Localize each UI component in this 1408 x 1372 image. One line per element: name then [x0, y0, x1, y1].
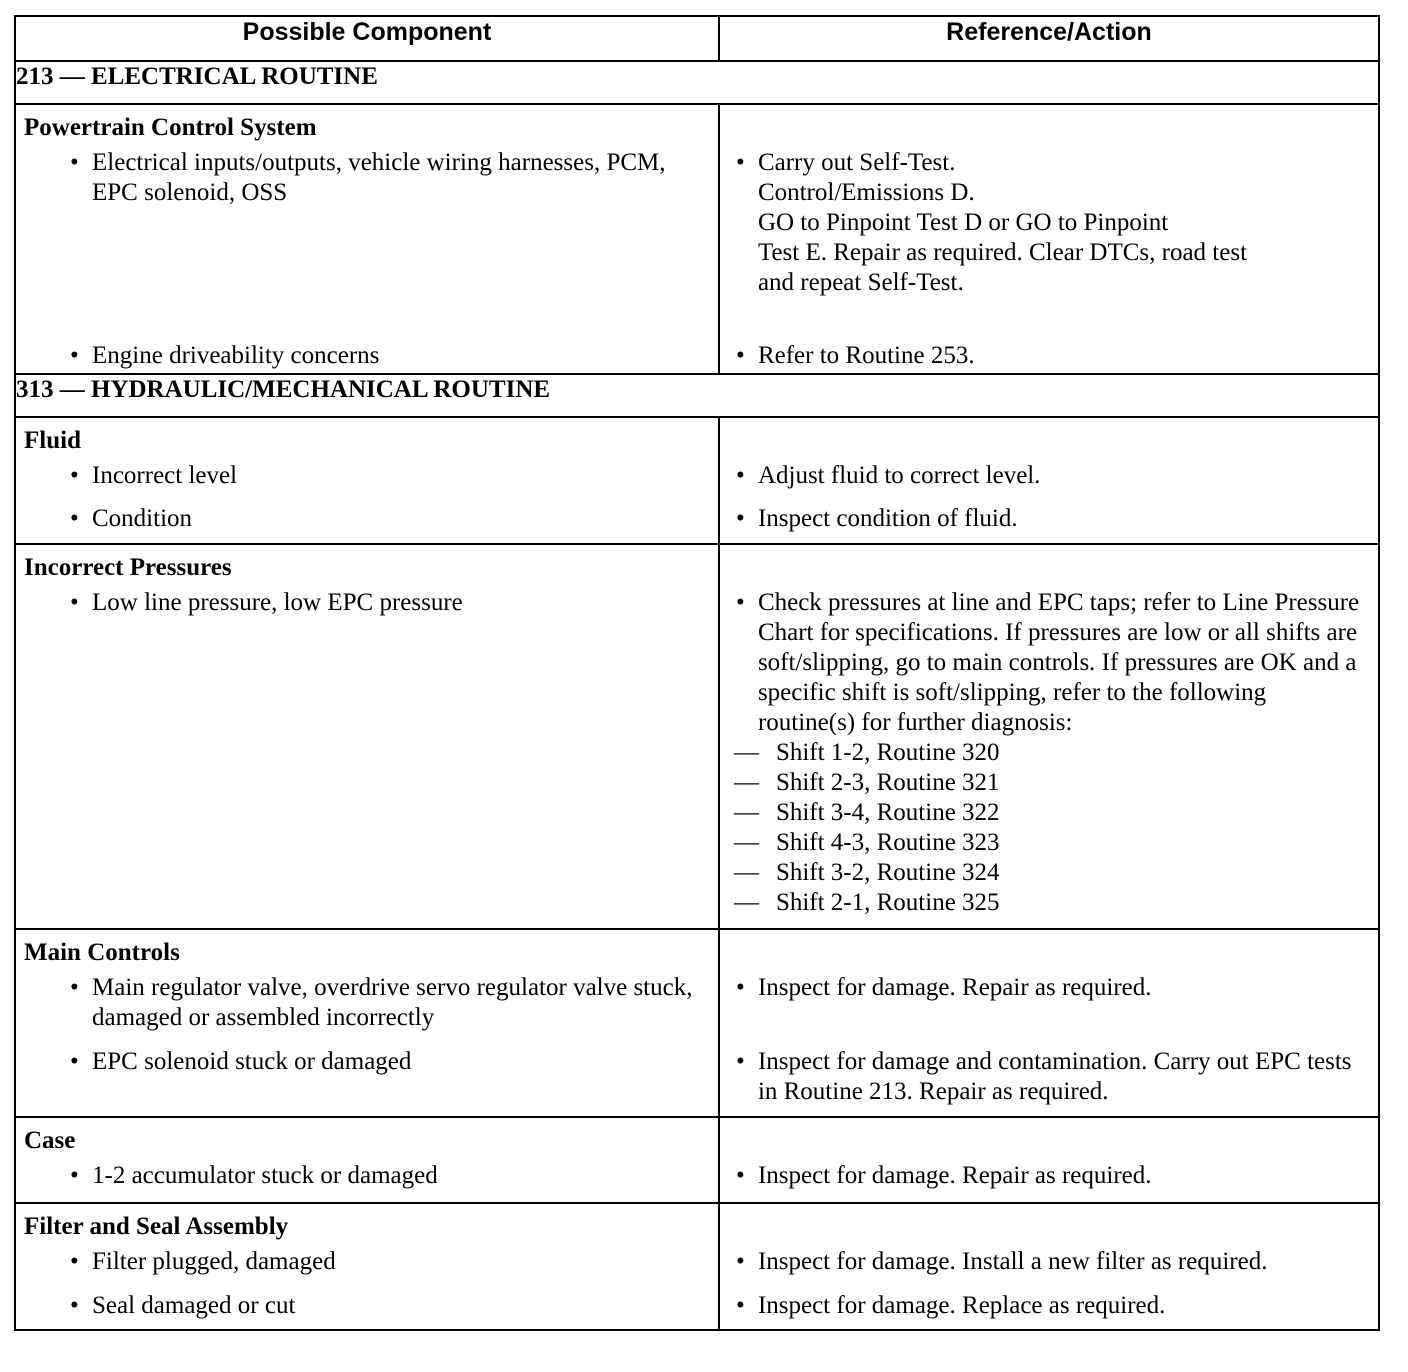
component-item: [16, 148, 718, 341]
action-cell: [719, 929, 1379, 1117]
action-text: Inspect for damage. Install a new filter as required.: [757, 1248, 1268, 1275]
section-title: Main Controls: [24, 939, 180, 966]
section-row-case: [15, 1117, 1379, 1203]
action-line: GO to Pinpoint Test D or GO to Pinpoint: [757, 209, 1169, 236]
section-title: Case: [24, 1127, 76, 1154]
routine-row-213: [15, 61, 1379, 104]
component-cell: [15, 544, 719, 929]
diagnosis-table: [14, 15, 1380, 1331]
action-cell: [719, 1117, 1379, 1203]
action-text: Adjust fluid to correct level.: [757, 462, 1041, 489]
action-item: [720, 1047, 1378, 1116]
action-item: [720, 1161, 1378, 1202]
action-text: Inspect condition of fluid.: [757, 505, 1018, 532]
component-item: [16, 973, 718, 1047]
component-cell: [15, 417, 719, 544]
action-item: [720, 504, 1378, 543]
dash-icon: —: [733, 859, 759, 886]
component-item: [16, 1247, 718, 1291]
bullet-icon: •: [735, 149, 745, 176]
component-text: Electrical inputs/outputs, vehicle wiring harnesses, PCM, EPC solenoid, OSS: [92, 149, 666, 206]
action-cell: [719, 544, 1379, 929]
bullet-icon: •: [735, 462, 745, 489]
action-text: Inspect for damage. Repair as required.: [757, 1162, 1152, 1189]
component-item: [16, 461, 718, 504]
section-title: Fluid: [24, 427, 81, 454]
component-cell: [15, 104, 719, 374]
action-line: Control/Emissions D.: [757, 179, 975, 206]
action-item: [720, 1247, 1378, 1291]
sub-item: — Shift 3-4, Routine 322: [733, 799, 1000, 826]
action-cell: [719, 1203, 1379, 1330]
header-possible-component: Possible Component: [15, 16, 719, 61]
section-row-powertrain: [15, 104, 1379, 374]
routine-title: 313 — HYDRAULIC/MECHANICAL ROUTINE: [15, 374, 1379, 417]
section-title: Powertrain Control System: [24, 114, 317, 141]
bullet-icon: •: [70, 974, 79, 1001]
section-row-fluid: [15, 417, 1379, 544]
action-item: [720, 973, 1378, 1047]
action-item: [720, 1291, 1378, 1329]
bullet-icon: •: [70, 1248, 79, 1275]
bullet-icon: •: [70, 589, 79, 616]
bullet-icon: •: [70, 149, 79, 176]
action-text: Inspect for damage. Repair as required.: [757, 974, 1152, 1001]
action-item: [720, 588, 1378, 738]
action-text: Carry out Self-Test.: [757, 149, 956, 176]
sub-item: — Shift 3-2, Routine 324: [733, 859, 1000, 886]
bullet-icon: •: [70, 1048, 79, 1075]
bullet-icon: •: [735, 1162, 745, 1189]
component-text: Condition: [92, 505, 193, 532]
action-item: [720, 461, 1378, 504]
component-cell: [15, 1203, 719, 1330]
component-text: Filter plugged, damaged: [92, 1248, 336, 1275]
bullet-icon: •: [735, 1248, 745, 1275]
component-text: Seal damaged or cut: [92, 1292, 296, 1319]
action-line: Test E. Repair as required. Clear DTCs, road test: [757, 239, 1248, 266]
bullet-icon: •: [70, 505, 79, 532]
bullet-icon: •: [735, 1048, 745, 1075]
header-row: [15, 16, 1379, 61]
header-reference-action: Reference/Action: [719, 16, 1379, 61]
section-row-main-controls: [15, 929, 1379, 1117]
routine-row-313: [15, 374, 1379, 417]
component-text: 1-2 accumulator stuck or damaged: [92, 1162, 438, 1189]
section-row-incorrect-pressures: [15, 544, 1379, 929]
component-text: EPC solenoid stuck or damaged: [92, 1048, 412, 1075]
action-text: Check pressures at line and EPC taps; refer to Line Pressure Chart for specifications. If pressures are low or all shifts are soft/slipping, go to main controls. If pressures are OK and a specific shift is soft/slipping, refer to the following routine(s) for further diagnosis:: [757, 589, 1360, 736]
action-item: [720, 341, 1378, 373]
bullet-icon: •: [735, 505, 745, 532]
section-row-filter-seal: [15, 1203, 1379, 1330]
dash-icon: —: [733, 769, 759, 796]
component-text: Low line pressure, low EPC pressure: [92, 589, 463, 616]
section-title: Incorrect Pressures: [24, 554, 232, 581]
routine-title: 213 — ELECTRICAL ROUTINE: [15, 61, 1379, 104]
component-text: Main regulator valve, overdrive servo regulator valve stuck, damaged or assembled incorrectly: [92, 974, 693, 1031]
action-cell: [719, 104, 1379, 374]
action-text: Inspect for damage. Replace as required.: [757, 1292, 1166, 1319]
sub-item: — Shift 4-3, Routine 323: [733, 829, 1000, 856]
dash-icon: —: [733, 799, 759, 826]
bullet-icon: •: [735, 342, 745, 369]
component-item: [16, 1161, 718, 1202]
bullet-icon: •: [70, 462, 79, 489]
action-line: and repeat Self-Test.: [757, 269, 964, 296]
component-item: [16, 341, 718, 373]
sub-item: — Shift 2-1, Routine 325: [733, 889, 1000, 916]
bullet-icon: •: [735, 1292, 745, 1319]
component-text: Engine driveability concerns: [92, 342, 380, 369]
action-cell: [719, 417, 1379, 544]
bullet-icon: •: [735, 589, 745, 616]
component-cell: [15, 1117, 719, 1203]
bullet-icon: •: [70, 342, 79, 369]
action-text: Refer to Routine 253.: [757, 342, 975, 369]
bullet-icon: •: [70, 1162, 79, 1189]
dash-icon: —: [733, 829, 759, 856]
sub-item: — Shift 1-2, Routine 320: [733, 739, 1000, 766]
component-item: [16, 1291, 718, 1329]
action-text: Inspect for damage and contamination. Carry out EPC tests in Routine 213. Repair as required.: [757, 1048, 1352, 1105]
dash-icon: —: [733, 889, 759, 916]
component-text: Incorrect level: [92, 462, 238, 489]
section-title: Filter and Seal Assembly: [24, 1213, 289, 1240]
component-item: [16, 504, 718, 543]
sub-item: — Shift 2-3, Routine 321: [733, 769, 1000, 796]
component-item: [16, 1047, 718, 1116]
bullet-icon: •: [70, 1292, 79, 1319]
component-item: [16, 588, 718, 928]
component-cell: [15, 929, 719, 1117]
dash-icon: —: [733, 739, 759, 766]
bullet-icon: •: [735, 974, 745, 1001]
action-item: [720, 148, 1378, 341]
